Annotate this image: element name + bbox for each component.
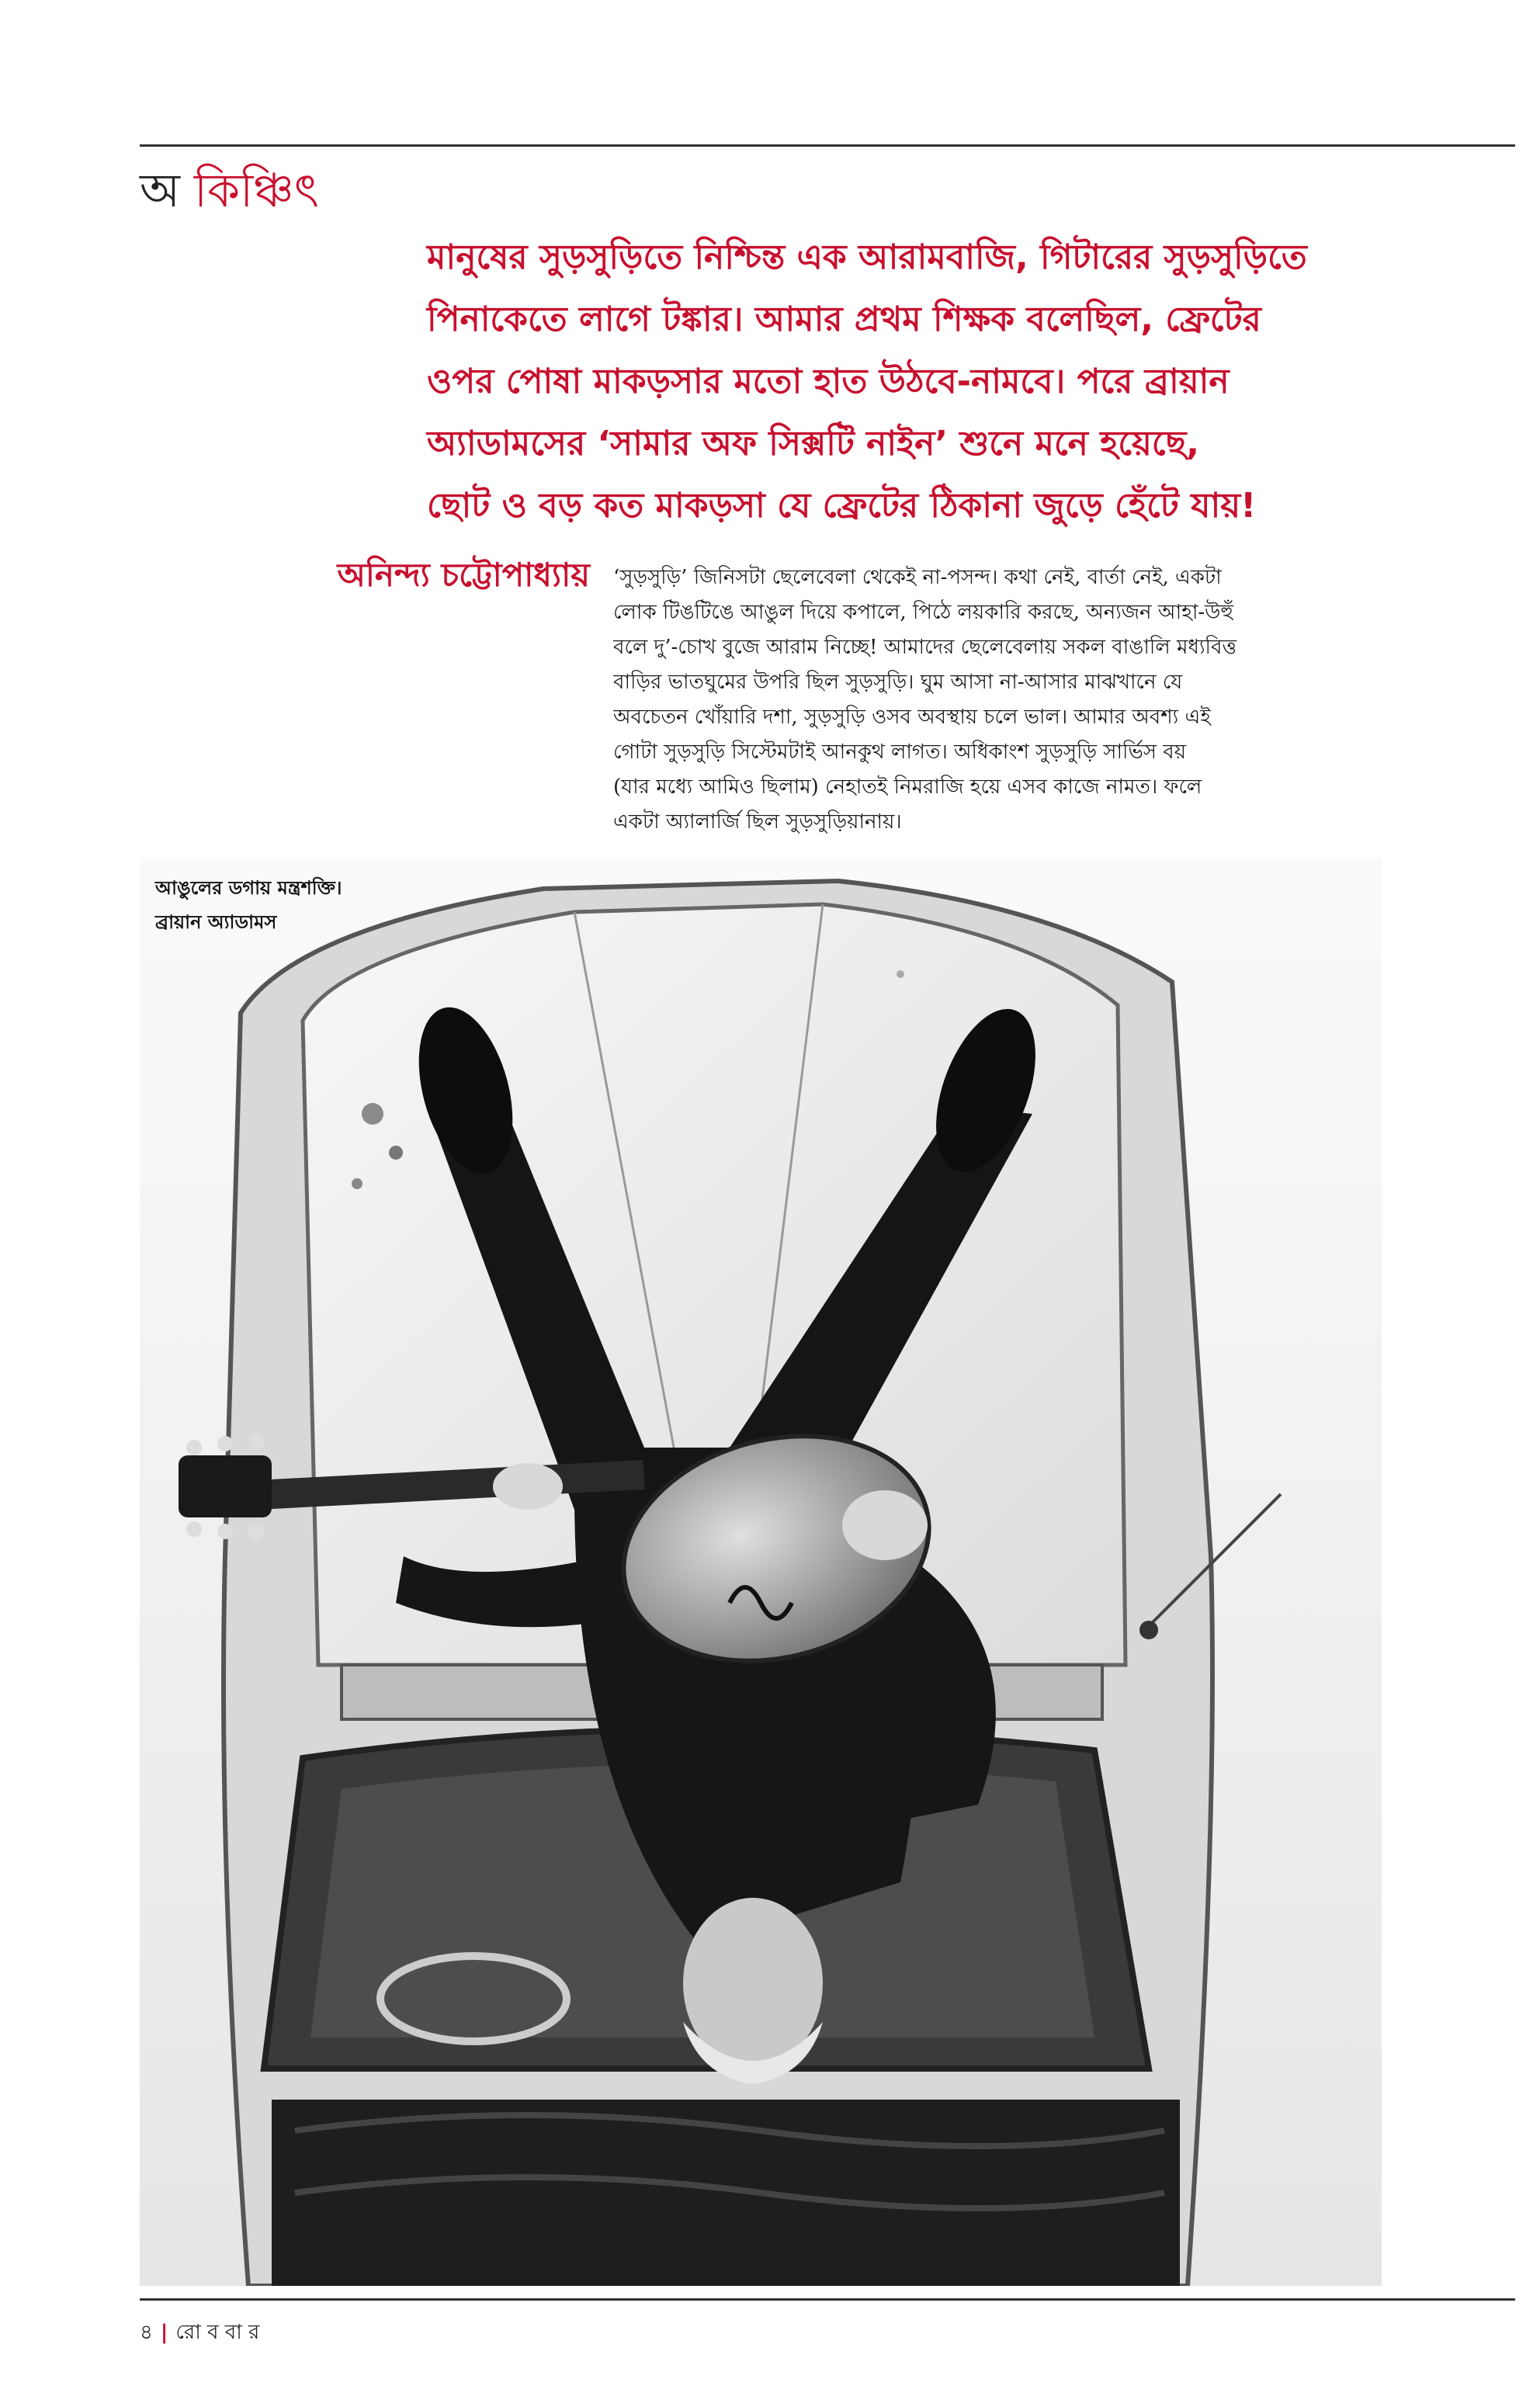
body-line: অবচেতন খোঁয়ারি দশা, সুড়সুড়ি ওসব অবস্থায় চলে ভাল। আমার অবশ্য এই	[613, 706, 1211, 729]
publication-name: রো ব বা র	[175, 2321, 260, 2344]
standfirst	[427, 227, 1420, 537]
standfirst-line: অ্যাডামসের ‘সামার অফ সিক্সটি নাইন’ শুনে মনে হয়েছে,	[427, 424, 1199, 463]
photo-caption-line: আঙুলের ডগায় মন্ত্রশক্তি।	[155, 877, 342, 899]
photo-caption	[155, 871, 342, 939]
body-line: বলে দু’-চোখ বুজে আরাম নিচ্ছে! আমাদের ছেলেবেলায় সকল বাঙালি মধ্যবিত্ত	[613, 636, 1237, 659]
page-footer	[140, 2316, 259, 2350]
footer-separator: |	[160, 2321, 168, 2344]
body-line: গোটা সুড়সুড়ি সিস্টেমটাই আনকুথ লাগত। অধিকাংশ সুড়সুড়ি সার্ভিস বয়	[613, 740, 1187, 764]
photo-illustration	[140, 858, 1382, 2286]
body-line: (যার মধ্যে আমিও ছিলাম) নেহাতই নিমরাজি হয়ে এসব কাজে নামত। ফলে	[613, 775, 1202, 799]
body-line: বাড়ির ভাতঘুমের উপরি ছিল সুড়সুড়ি। ঘুম আসা না-আসার মাঝখানে যে	[613, 671, 1183, 694]
section-heading-title: কিঞ্চিৎ	[193, 164, 319, 218]
body-line: ‘সুড়সুড়ি’ জিনিসটা ছেলেবেলা থেকেই না-পসন্দ। কথা নেই, বার্তা নেই, একটা	[613, 566, 1222, 589]
photo-caption-credit: ব্রায়ান অ্যাডামস	[155, 911, 277, 933]
body-line: একটা অ্যালার্জি ছিল সুড়সুড়িয়ানায়।	[613, 810, 902, 834]
body-line: লোক টিঙটিঙে আঙুল দিয়ে কপালে, পিঠে লয়কারি করছে, অন্যজন আহা-উহুঁ	[613, 601, 1233, 624]
standfirst-line: ছোট ও বড় কত মাকড়সা যে ফ্রেটের ঠিকানা জুড়ে হেঁটে যায়!	[427, 486, 1257, 525]
feature-photo	[140, 858, 1382, 2286]
standfirst-line: ওপর পোষা মাকড়সার মতো হাত উঠবে-নামবে। পরে ব্রায়ান	[427, 362, 1230, 401]
section-heading-prefix: অ	[140, 164, 180, 218]
bottom-rule	[140, 2298, 1515, 2301]
page-number: ৪	[140, 2321, 153, 2344]
author-byline: অনিন্দ্য চট্টোপাধ্যায়	[337, 556, 590, 594]
standfirst-line: পিনাকেতে লাগে টঙ্কার। আমার প্রথম শিক্ষক বলেছিল, ফ্রেটের	[427, 300, 1261, 339]
article-body	[613, 560, 1358, 840]
standfirst-line: মানুষের সুড়সুড়িতে নিশ্চিন্ত এক আরামবাজি, গিটারের সুড়সুড়িতে	[427, 238, 1307, 277]
top-rule	[140, 144, 1515, 147]
section-heading	[140, 163, 319, 219]
